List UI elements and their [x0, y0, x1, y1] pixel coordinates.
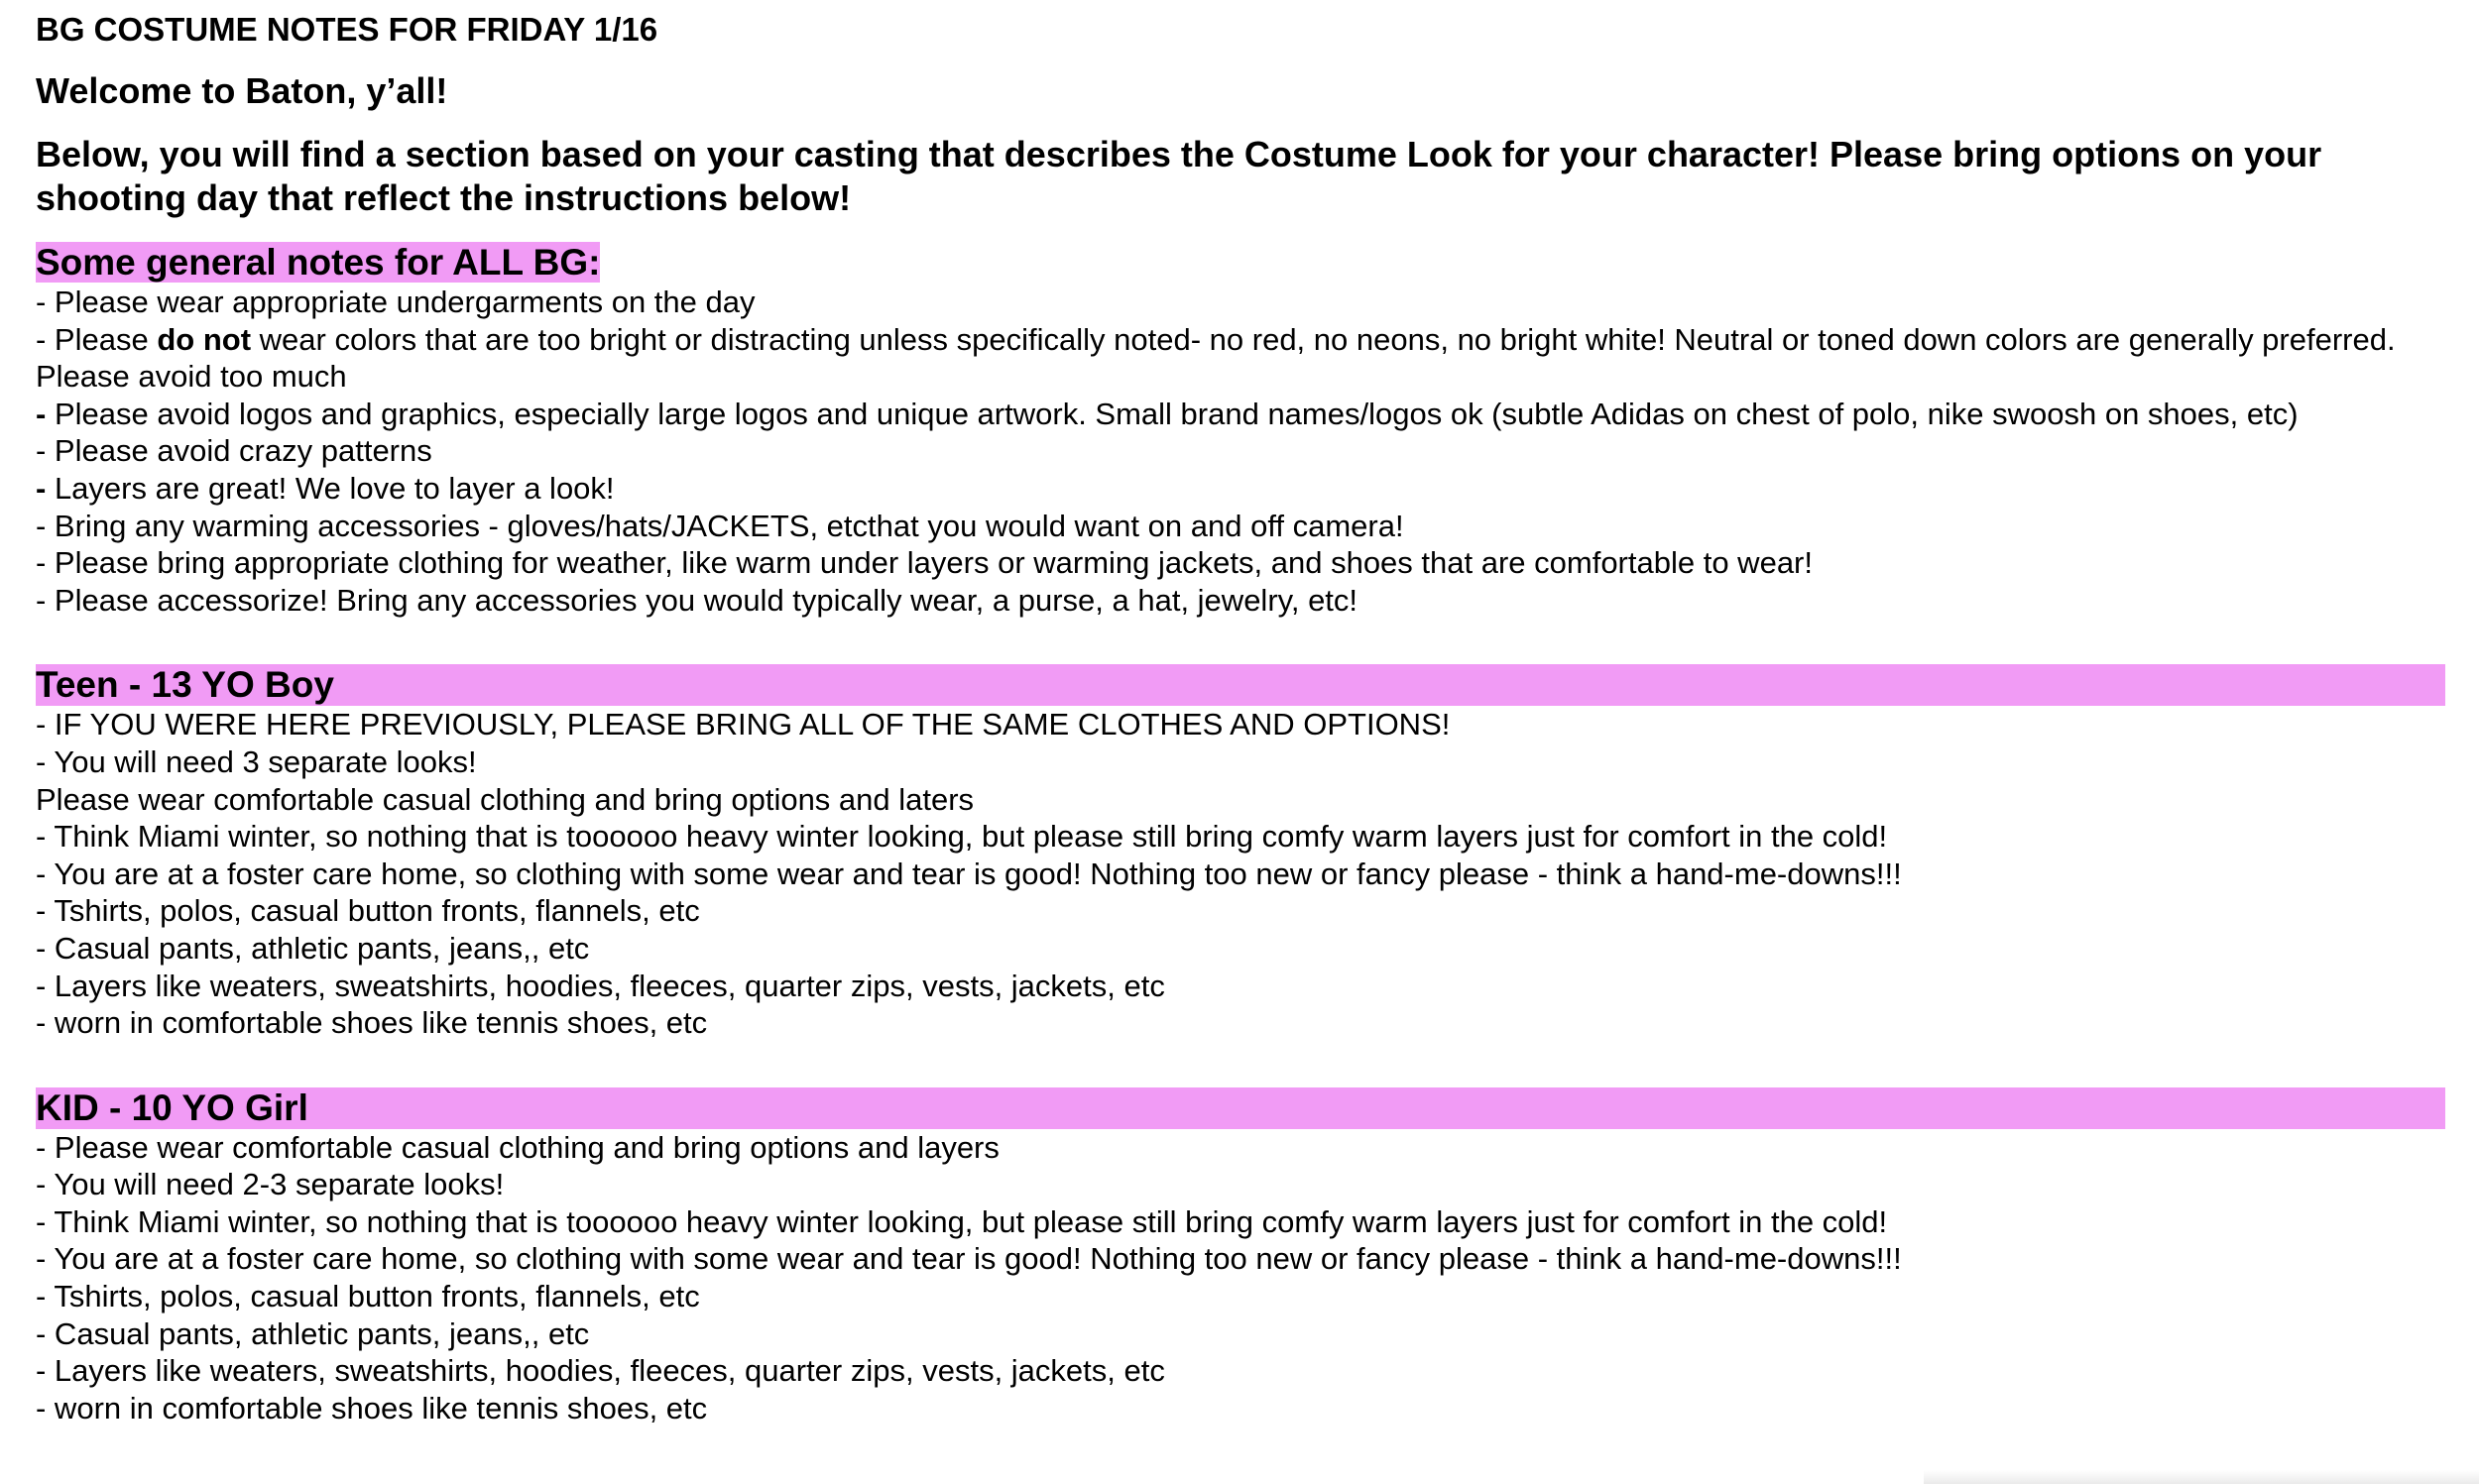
kid-note-item: - Casual pants, athletic pants, jeans,, etc	[36, 1315, 590, 1351]
document-title: BG COSTUME NOTES FOR FRIDAY 1/16	[36, 11, 658, 48]
general-note-dash: -	[36, 396, 47, 431]
general-notes-list	[36, 284, 2445, 619]
kid-note-item: - Layers like weaters, sweatshirts, hoodies, fleeces, quarter zips, vests, jackets, etc	[36, 1353, 1165, 1389]
general-notes-heading	[36, 242, 2445, 284]
kid-note-item: - Tshirts, polos, casual button fronts, flannels, etc	[36, 1279, 700, 1314]
teen-section-heading: Teen - 13 YO Boy	[36, 664, 2445, 706]
teen-note-item: - IF YOU WERE HERE PREVIOUSLY, PLEASE BRING ALL OF THE SAME CLOTHES AND OPTIONS!	[36, 707, 1451, 742]
general-note-dash: -	[36, 470, 47, 506]
general-note-item: - Please bring appropriate clothing for weather, like warm under layers or warming jackets, and shoes that are comfortable to wear!	[36, 545, 1813, 581]
general-note-text: - Please	[36, 321, 158, 357]
kid-notes-list	[36, 1129, 2445, 1427]
general-note-item: - Please avoid crazy patterns	[36, 433, 432, 469]
general-notes-heading-text: Some general notes for ALL BG:	[36, 242, 601, 283]
welcome-heading: Welcome to Baton, y’all!	[36, 70, 448, 111]
general-notes-section	[36, 242, 2445, 619]
kid-note-item: - Please wear comfortable casual clothing and bring options and layers	[36, 1129, 1000, 1165]
general-note-item	[36, 470, 2445, 508]
general-note-text: Please avoid logos and graphics, especially large logos and unique artwork. Small brand names/logos ok (subtle Adidas on chest of polo, nike swoosh on shoes, etc)	[46, 396, 2299, 431]
teen-section	[36, 664, 2445, 1041]
general-note-item	[36, 396, 2445, 433]
teen-note-item: - You are at a foster care home, so clothing with some wear and tear is good! Nothing too new or fancy please - think a hand-me-downs!!!	[36, 856, 1902, 891]
teen-note-item: - worn in comfortable shoes like tennis shoes, etc	[36, 1005, 708, 1041]
general-note-item: - Please wear appropriate undergarments on the day	[36, 285, 756, 319]
general-note-item: - Please accessorize! Bring any accessories you would typically wear, a purse, a hat, jewelry, etc!	[36, 582, 1358, 618]
general-note-item: - Bring any warming accessories - gloves/hats/JACKETS, etcthat you would want on and off camera!	[36, 508, 1404, 543]
page-edge-shadow	[1924, 1470, 2479, 1484]
document-body	[36, 12, 2445, 1427]
general-note-bold-text: do not	[157, 321, 252, 357]
general-note-item: Please avoid too much	[36, 359, 347, 395]
teen-note-item: - Tshirts, polos, casual button fronts, flannels, etc	[36, 893, 700, 929]
kid-note-item: - You will need 2-3 separate looks!	[36, 1167, 505, 1202]
kid-note-item: - Think Miami winter, so nothing that is toooooo heavy winter looking, but please still bring comfy warm layers just for comfort in the cold!	[36, 1203, 1888, 1239]
kid-section-heading: KID - 10 YO Girl	[36, 1087, 2445, 1129]
teen-note-item: - You will need 3 separate looks!	[36, 743, 477, 779]
intro-paragraph: Below, you will find a section based on your casting that describes the Costume Look for your character! Please bring options on your shooting day that reflect the instructions below!	[36, 134, 2322, 218]
general-note-item	[36, 321, 2445, 359]
teen-note-item: - Casual pants, athletic pants, jeans,, etc	[36, 930, 590, 966]
kid-note-item: - worn in comfortable shoes like tennis shoes, etc	[36, 1390, 708, 1426]
teen-note-item: - Think Miami winter, so nothing that is toooooo heavy winter looking, but please still bring comfy warm layers just for comfort in the cold!	[36, 819, 1888, 855]
teen-notes-list	[36, 706, 2445, 1041]
general-note-text: Layers are great! We love to layer a look!	[46, 470, 615, 506]
kid-section	[36, 1087, 2445, 1427]
teen-note-item: - Layers like weaters, sweatshirts, hoodies, fleeces, quarter zips, vests, jackets, etc	[36, 968, 1165, 1003]
kid-note-item: - You are at a foster care home, so clothing with some wear and tear is good! Nothing too new or fancy please - think a hand-me-downs!!!	[36, 1241, 1902, 1277]
teen-note-item: Please wear comfortable casual clothing and bring options and laters	[36, 781, 975, 817]
general-note-text: wear colors that are too bright or distracting unless specifically noted- no red, no neons, no bright white! Neutral or toned down colors are generally preferred.	[251, 321, 2396, 357]
